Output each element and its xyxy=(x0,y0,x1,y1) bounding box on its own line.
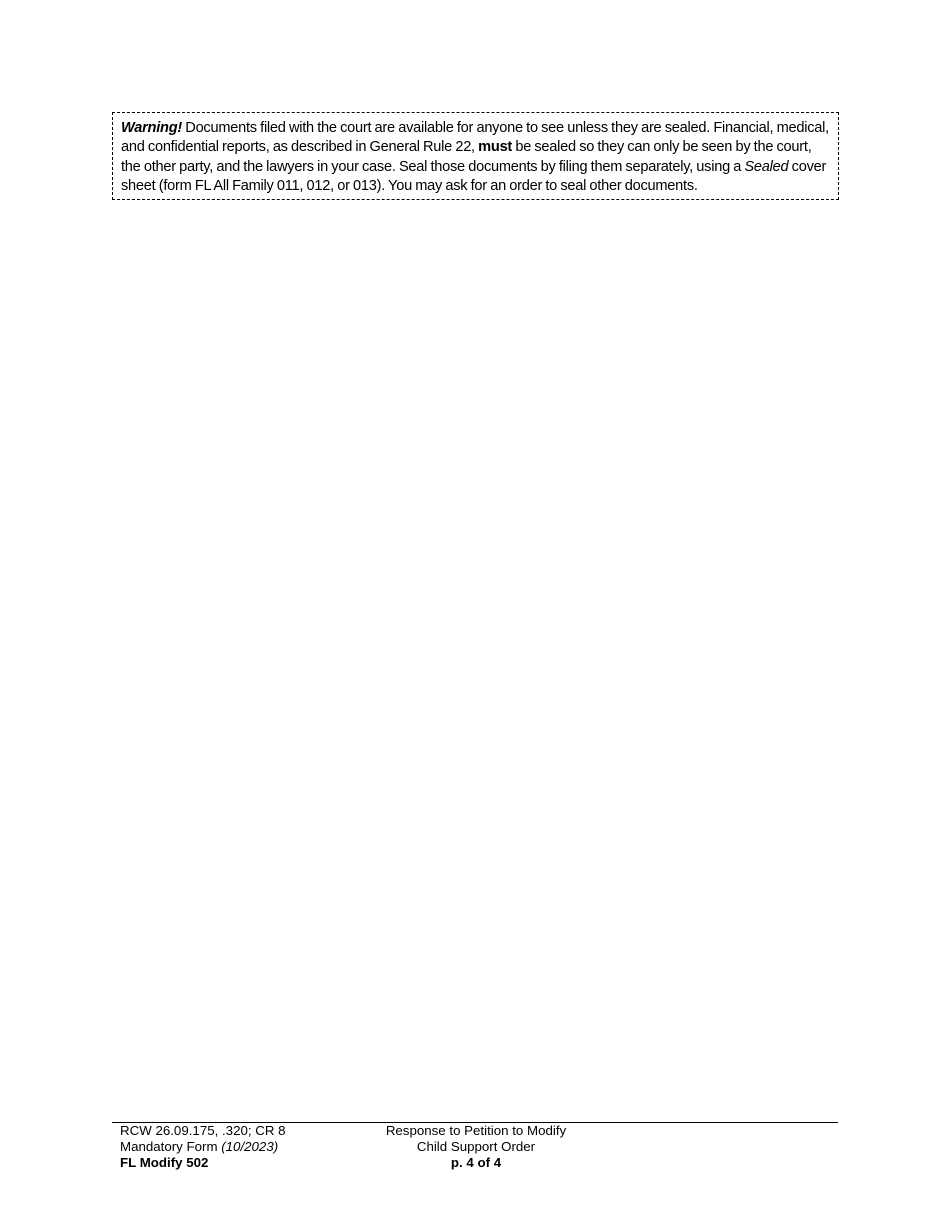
sealing-warning-box xyxy=(112,112,839,200)
footer-document-title xyxy=(356,1123,596,1171)
warning-sealed: Sealed xyxy=(744,158,789,175)
warning-label: Warning! xyxy=(121,120,182,136)
footer-mandatory-form xyxy=(120,1139,286,1155)
footer-form-info xyxy=(120,1123,286,1171)
footer-page-number: p. 4 of 4 xyxy=(450,1155,502,1170)
footer-title-line1: Response to Petition to Modify xyxy=(385,1123,567,1138)
footer-mandatory-prefix: Mandatory Form xyxy=(120,1139,222,1154)
warning-text-part1: Documents filed with the court are available for anyone to see unless they are sealed. Financial, medical, and confidential reports, as described in General Rule 22, xyxy=(121,120,829,156)
warning-must: must xyxy=(478,139,513,156)
footer-form-date: (10/2023) xyxy=(221,1139,279,1154)
warning-text-part3: cover sheet (form FL All Family 011, 012, or 013). You may ask for an order to seal other documents. xyxy=(121,158,827,195)
footer-statute: RCW 26.09.175, .320; CR 8 xyxy=(120,1123,286,1138)
footer-form-number: FL Modify 502 xyxy=(120,1155,209,1170)
warning-text-part2: be sealed so they can only be seen by the court, the other party, and the lawyers in your case. Seal those documents by filing them separately, using a xyxy=(121,139,812,175)
footer-title-line2: Child Support Order xyxy=(416,1139,536,1154)
